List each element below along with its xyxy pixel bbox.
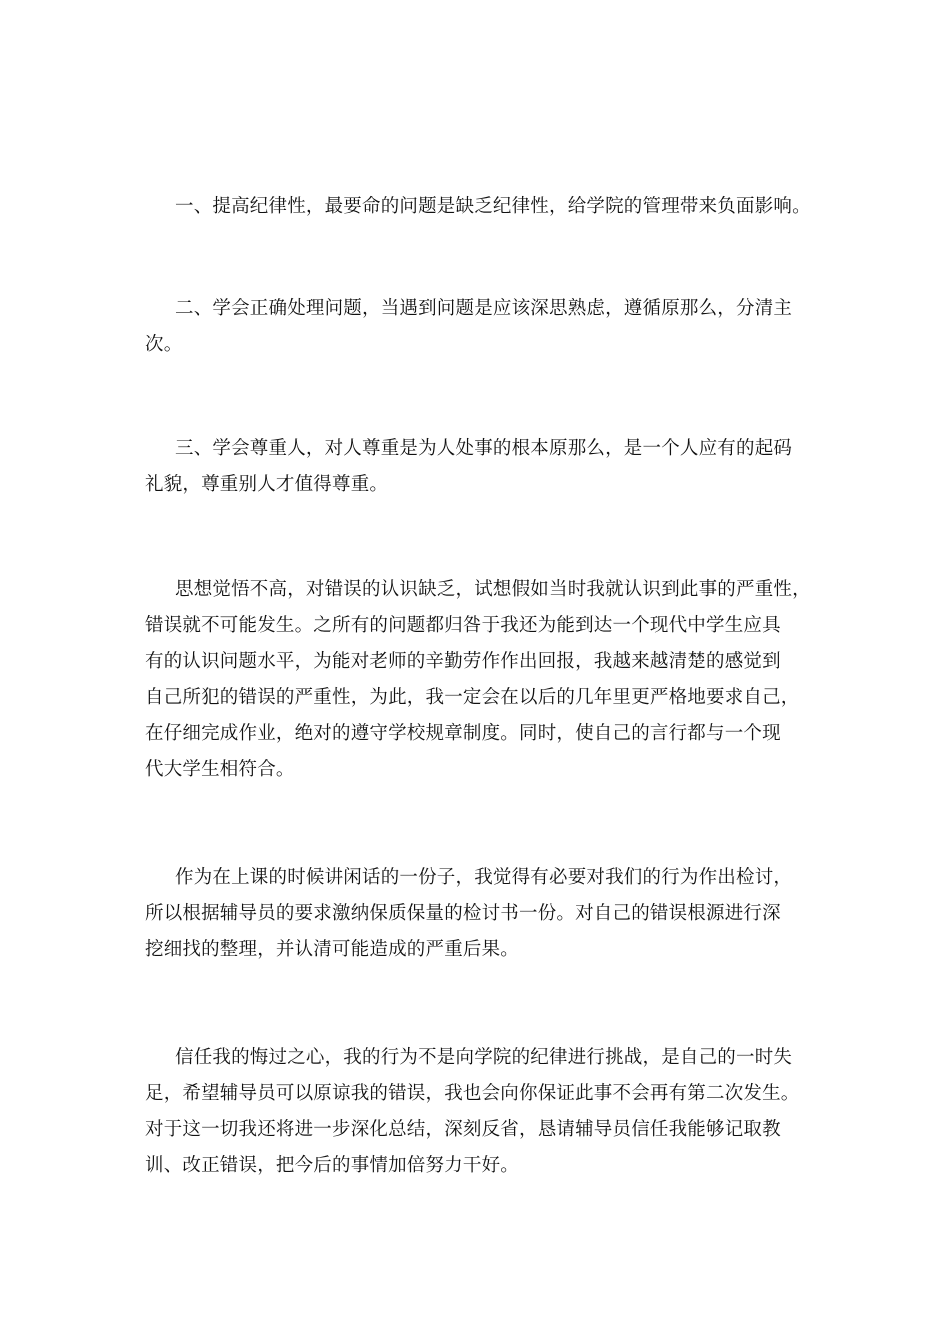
paragraph-line: 信任我的悔过之心，我的行为不是向学院的纪律进行挑战，是自己的一时失 bbox=[175, 1047, 793, 1068]
paragraph-line: 对于这一切我还将进一步深化总结，深刻反省，恳请辅导员信任我能够记取教 bbox=[145, 1119, 781, 1140]
paragraph-3 bbox=[145, 431, 825, 503]
paragraph-2 bbox=[145, 291, 825, 363]
paragraph-line: 思想觉悟不高，对错误的认识缺乏，试想假如当时我就认识到此事的严重性， bbox=[175, 579, 811, 600]
paragraph-line: 训、改正错误，把今后的事情加倍努力干好。 bbox=[145, 1155, 520, 1176]
paragraph-1 bbox=[145, 189, 825, 225]
paragraph-line: 一、提高纪律性，最要命的问题是缺乏纪律性，给学院的管理带来负面影响。 bbox=[175, 196, 811, 217]
paragraph-line: 三、学会尊重人，对人尊重是为人处事的根本原那么，是一个人应有的起码 bbox=[175, 438, 793, 459]
paragraph-line: 所以根据辅导员的要求激纳保质保量的检讨书一份。对自己的错误根源进行深 bbox=[145, 903, 781, 924]
paragraph-line: 次。 bbox=[145, 334, 183, 355]
paragraph-5 bbox=[145, 860, 825, 968]
paragraph-line: 二、学会正确处理问题，当遇到问题是应该深思熟虑，遵循原那么，分清主 bbox=[175, 298, 793, 319]
paragraph-line: 足，希望辅导员可以原谅我的错误，我也会向你保证此事不会再有第二次发生。 bbox=[145, 1083, 800, 1104]
paragraph-line: 在仔细完成作业，绝对的遵守学校规章制度。同时，使自己的言行都与一个现 bbox=[145, 723, 781, 744]
paragraph-line: 挖细找的整理，并认清可能造成的严重后果。 bbox=[145, 939, 520, 960]
paragraph-line: 错误就不可能发生。之所有的问题都归咎于我还为能到达一个现代中学生应具 bbox=[145, 615, 781, 636]
paragraph-line: 代大学生相符合。 bbox=[145, 759, 295, 780]
paragraph-4 bbox=[145, 572, 825, 788]
paragraph-line: 有的认识问题水平，为能对老师的辛勤劳作作出回报，我越来越清楚的感觉到 bbox=[145, 651, 781, 672]
paragraph-6 bbox=[145, 1040, 825, 1184]
paragraph-line: 自己所犯的错误的严重性，为此，我一定会在以后的几年里更严格地要求自己， bbox=[145, 687, 800, 708]
paragraph-line: 作为在上课的时候讲闲话的一份子，我觉得有必要对我们的行为作出检讨， bbox=[175, 867, 793, 888]
paragraph-line: 礼貌，尊重别人才值得尊重。 bbox=[145, 474, 389, 495]
